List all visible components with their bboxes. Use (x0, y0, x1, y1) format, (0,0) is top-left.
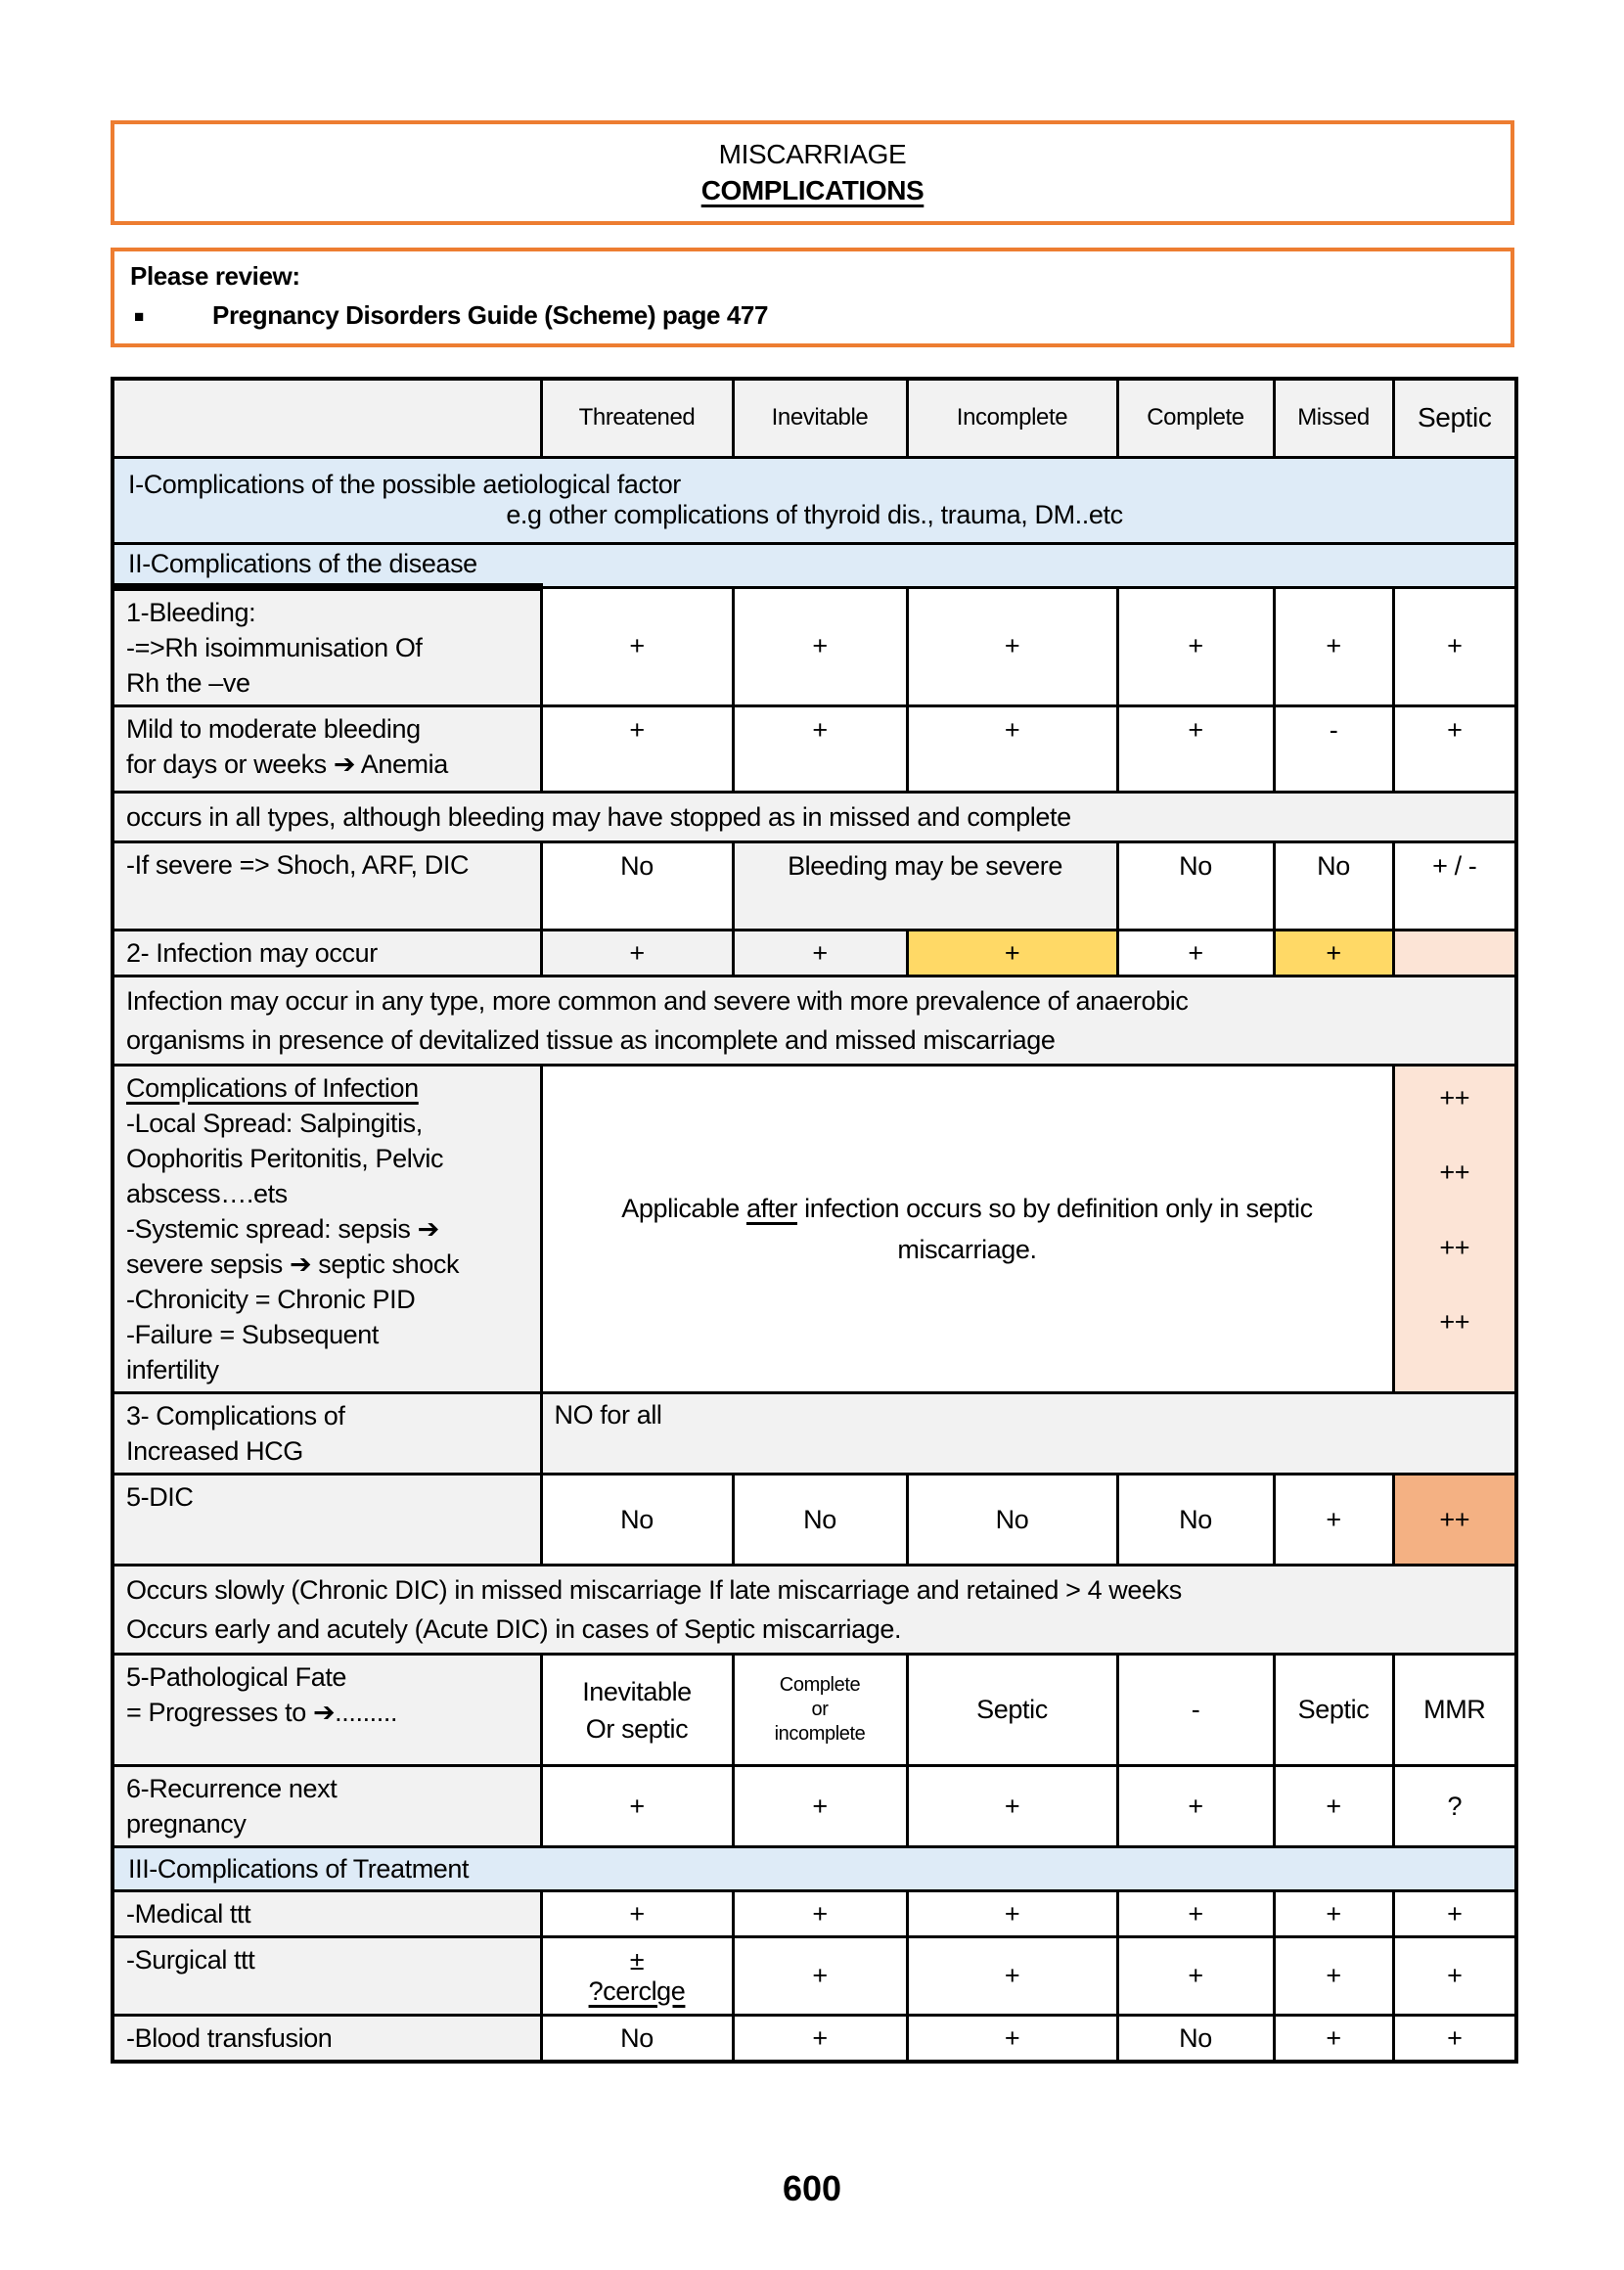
fate-inevitable-line: Complete (779, 1674, 861, 1696)
row-severe (113, 842, 1516, 931)
fate-label-line: = Progresses to ➔......... (126, 1698, 398, 1727)
review-heading: Please review: (130, 261, 300, 291)
mild-note: occurs in all types, although bleeding may have stopped as in missed and complete (113, 793, 1516, 842)
row-medical (113, 1891, 1516, 1937)
medical-threatened: + (541, 1891, 733, 1937)
recurrence-label-line: 6-Recurrence next (126, 1774, 338, 1803)
severe-label: -If severe => Shoch, ARF, DIC (113, 842, 541, 931)
bleeding-label-line: -=>Rh isoimmunisation Of (126, 633, 423, 662)
row-fate (113, 1655, 1516, 1766)
hcg-merged: NO for all (541, 1393, 1516, 1475)
merged-text-post: infection occurs so by definition only in septic miscarriage. (797, 1194, 1313, 1264)
septic-mark: ++ (1439, 1232, 1470, 1262)
surgical-cerclage: ?cerclge (588, 1975, 686, 2006)
surgical-missed: + (1274, 1937, 1393, 2016)
fate-label-line: 5-Pathological Fate (126, 1662, 347, 1692)
section-2-cell: II-Complications of the disease (113, 543, 541, 587)
mild-label-line: for days or weeks ➔ Anemia (126, 749, 448, 779)
mild-septic: + (1393, 706, 1516, 793)
blood-missed: + (1274, 2016, 1393, 2063)
infection-note (113, 976, 1516, 1066)
row-hcg (113, 1393, 1516, 1475)
dic-complete: No (1117, 1475, 1274, 1566)
row-mild-bleeding (113, 706, 1516, 793)
infection-note-line: Infection may occur in any type, more common and severe with more prevalence of anaerobic (126, 986, 1189, 1016)
blood-septic: + (1393, 2016, 1516, 2063)
severe-threatened: No (541, 842, 733, 931)
section-1-line2: e.g other complications of thyroid dis., trauma, DM..etc (506, 500, 1123, 529)
septic-marks-stack (1395, 1073, 1515, 1385)
merged-text-underlined: after (745, 1194, 797, 1223)
surgical-incomplete: + (907, 1937, 1117, 2016)
header-septic: Septic (1393, 379, 1516, 457)
row-section-3 (113, 1847, 1516, 1891)
dic-missed: + (1274, 1475, 1393, 1566)
medical-incomplete: + (907, 1891, 1117, 1937)
review-item (130, 300, 1495, 334)
fate-septic: MMR (1393, 1655, 1516, 1766)
complications-table (111, 377, 1518, 2064)
infection-incomplete: + (907, 931, 1117, 976)
merged-text-pre: Applicable (621, 1194, 746, 1223)
header-missed: Missed (1274, 379, 1393, 457)
row-infection-complications (113, 1066, 1516, 1393)
recurrence-septic: ? (1393, 1766, 1516, 1847)
mild-complete: + (1117, 706, 1274, 793)
fate-inevitable-line: or (811, 1699, 829, 1720)
bleeding-missed: + (1274, 587, 1393, 706)
bleeding-label (113, 587, 541, 706)
medical-label: -Medical ttt (113, 1891, 541, 1937)
section-1-cell (113, 457, 1516, 543)
hcg-label-line: Increased HCG (126, 1436, 303, 1466)
mild-missed: - (1274, 706, 1393, 793)
mild-label-line: Mild to moderate bleeding (126, 714, 421, 744)
review-item-text: Pregnancy Disorders Guide (Scheme) page 477 (212, 300, 769, 330)
fate-complete: - (1117, 1655, 1274, 1766)
surgical-inevitable: + (733, 1937, 907, 2016)
infection-complications-title: Complications of Infection (126, 1073, 419, 1103)
header-threatened: Threatened (541, 379, 733, 457)
header-incomplete: Incomplete (907, 379, 1117, 457)
infection-label: 2- Infection may occur (113, 931, 541, 976)
infection-complications-line: -Systemic spread: sepsis ➔ (126, 1214, 439, 1244)
medical-missed: + (1274, 1891, 1393, 1937)
recurrence-incomplete: + (907, 1766, 1117, 1847)
row-mild-note (113, 793, 1516, 842)
recurrence-complete: + (1117, 1766, 1274, 1847)
dic-inevitable: No (733, 1475, 907, 1566)
bleeding-inevitable: + (733, 587, 907, 706)
recurrence-label-line: pregnancy (126, 1809, 247, 1839)
medical-complete: + (1117, 1891, 1274, 1937)
dic-note-line: Occurs slowly (Chronic DIC) in missed miscarriage If late miscarriage and retained > 4 weeks (126, 1575, 1182, 1605)
infection-complications-septic (1393, 1066, 1516, 1393)
header-blank (113, 379, 541, 457)
blood-threatened: No (541, 2016, 733, 2063)
mild-incomplete: + (907, 706, 1117, 793)
fate-inevitable (733, 1655, 907, 1766)
severe-complete: No (1117, 842, 1274, 931)
hcg-label-line: 3- Complications of (126, 1401, 345, 1430)
septic-mark: ++ (1439, 1083, 1470, 1112)
fate-incomplete: Septic (907, 1655, 1117, 1766)
infection-note-line: organisms in presence of devitalized tissue as incomplete and missed miscarriage (126, 1025, 1056, 1055)
title-box (111, 120, 1514, 225)
septic-mark: ++ (1439, 1158, 1470, 1188)
severe-merged: Bleeding may be severe (733, 842, 1117, 931)
bleeding-septic: + (1393, 587, 1516, 706)
fate-inevitable-line: incomplete (774, 1723, 866, 1745)
square-bullet-icon: ■ (134, 307, 144, 326)
bleeding-incomplete: + (907, 587, 1117, 706)
page-number: 600 (782, 2168, 842, 2208)
blood-complete: No (1117, 2016, 1274, 2063)
surgical-plusminus: ± (629, 1945, 645, 1975)
fate-label (113, 1655, 541, 1766)
fate-missed: Septic (1274, 1655, 1393, 1766)
severe-missed: No (1274, 842, 1393, 931)
review-box (111, 248, 1514, 347)
recurrence-inevitable: + (733, 1766, 907, 1847)
row-dic (113, 1475, 1516, 1566)
header-inevitable: Inevitable (733, 379, 907, 457)
dic-note (113, 1566, 1516, 1655)
document-subtitle: COMPLICATIONS (700, 175, 925, 205)
section-2-filler (541, 543, 1516, 587)
section-1-line1: I-Complications of the possible aetiological factor (128, 470, 681, 499)
infection-complications-line: -Local Spread: Salpingitis, (126, 1109, 423, 1138)
surgical-septic: + (1393, 1937, 1516, 2016)
row-blood (113, 2016, 1516, 2063)
infection-complications-line: -Failure = Subsequent (126, 1320, 380, 1349)
recurrence-missed: + (1274, 1766, 1393, 1847)
septic-mark: ++ (1439, 1306, 1470, 1337)
infection-complications-line: severe sepsis ➔ septic shock (126, 1249, 460, 1279)
blood-label: -Blood transfusion (113, 2016, 541, 2063)
document-title: MISCARRIAGE (718, 139, 907, 169)
mild-threatened: + (541, 706, 733, 793)
section-3-cell: III-Complications of Treatment (113, 1847, 1516, 1891)
bleeding-label-line: 1-Bleeding: (126, 598, 256, 627)
row-section-2 (113, 543, 1516, 587)
medical-inevitable: + (733, 1891, 907, 1937)
surgical-threatened (541, 1937, 733, 2016)
row-recurrence (113, 1766, 1516, 1847)
recurrence-threatened: + (541, 1766, 733, 1847)
infection-missed: + (1274, 931, 1393, 976)
dic-incomplete: No (907, 1475, 1117, 1566)
bleeding-complete: + (1117, 587, 1274, 706)
bleeding-label-line: Rh the –ve (126, 668, 250, 698)
hcg-label (113, 1393, 541, 1475)
infection-threatened: + (541, 931, 733, 976)
infection-complications-line: abscess….ets (126, 1179, 288, 1208)
fate-threatened (541, 1655, 733, 1766)
infection-complete: + (1117, 931, 1274, 976)
dic-threatened: No (541, 1475, 733, 1566)
dic-note-line: Occurs early and acutely (Acute DIC) in cases of Septic miscarriage. (126, 1614, 902, 1644)
row-infection (113, 931, 1516, 976)
infection-septic (1393, 931, 1516, 976)
infection-complications-line: -Chronicity = Chronic PID (126, 1285, 416, 1314)
row-bleeding (113, 587, 1516, 706)
infection-complications-label (113, 1066, 541, 1393)
row-dic-note (113, 1566, 1516, 1655)
row-surgical (113, 1937, 1516, 2016)
row-infection-note (113, 976, 1516, 1066)
mild-inevitable: + (733, 706, 907, 793)
infection-inevitable: + (733, 931, 907, 976)
mild-label (113, 706, 541, 793)
header-complete: Complete (1117, 379, 1274, 457)
bleeding-threatened: + (541, 587, 733, 706)
surgical-complete: + (1117, 1937, 1274, 2016)
recurrence-label (113, 1766, 541, 1847)
row-header (113, 379, 1516, 457)
severe-septic: + / - (1393, 842, 1516, 931)
surgical-label: -Surgical ttt (113, 1937, 541, 2016)
infection-complications-line: infertility (126, 1355, 219, 1385)
row-section-1 (113, 457, 1516, 543)
blood-inevitable: + (733, 2016, 907, 2063)
fate-threatened-line: Inevitable (582, 1676, 692, 1706)
infection-complications-line: Oophoritis Peritonitis, Pelvic (126, 1144, 444, 1173)
blood-incomplete: + (907, 2016, 1117, 2063)
medical-septic: + (1393, 1891, 1516, 1937)
dic-septic: ++ (1393, 1475, 1516, 1566)
dic-label: 5-DIC (113, 1475, 541, 1566)
fate-threatened-line: Or septic (585, 1713, 689, 1744)
infection-complications-merged (541, 1066, 1393, 1393)
